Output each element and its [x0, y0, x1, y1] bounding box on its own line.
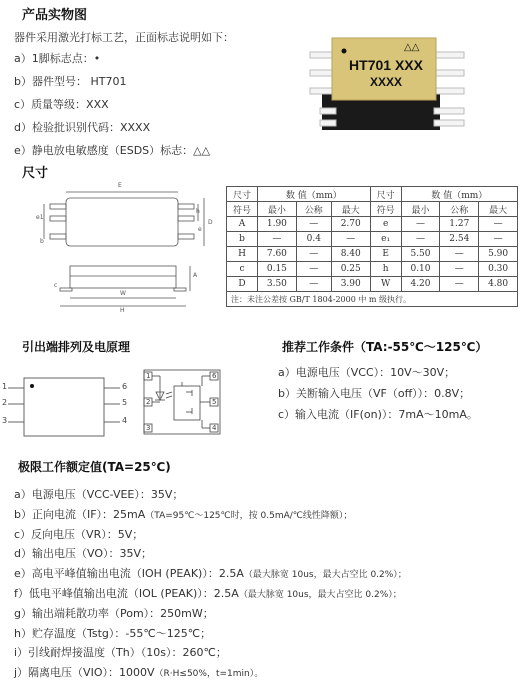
rating-item-f: f）低电平峰值输出电流（IOL (PEAK)）：2.5A（最大脉宽 10us，最大占空比 0.2%）；: [14, 586, 402, 600]
rating-item-b: b）正向电流（IF）：25mA（TA=95℃～125℃时，按 0.5mA/℃线性降额）；: [14, 507, 353, 521]
mechanical-drawing: [36, 182, 224, 316]
dimension-title: 尺寸: [22, 166, 49, 181]
header-max-2: 最大: [479, 202, 518, 217]
dim-label-W: W: [120, 290, 126, 297]
table-header-row: [227, 187, 518, 202]
marking-item-a: a）1脚标志点：•: [14, 52, 101, 65]
operating-conditions-list: [278, 364, 478, 427]
table-note-row: [227, 292, 518, 307]
pin-label-3: 3: [2, 416, 8, 425]
table-row: c 0.15 — 0.25 h 0.10 — 0.30: [227, 262, 518, 277]
dim-label-H: H: [120, 307, 125, 314]
pin-label-1: 1: [2, 382, 8, 391]
dim-label-D: D: [208, 219, 213, 226]
dim-label-c: c: [54, 282, 58, 289]
header-value-2: 数 值（mm）: [401, 187, 517, 202]
pinout-outline: [0, 372, 130, 440]
rating-item-h: h）贮存温度（Tstg）：-55℃～125℃；: [14, 626, 212, 640]
table-subheader-row: [227, 202, 518, 217]
header-symbol-sub-2: 符号: [370, 202, 401, 217]
operating-condition-item: a）电源电压（VCC）：10V～30V；: [278, 366, 456, 379]
dim-label-A: A: [193, 272, 198, 279]
rating-item-i: i）引线耐焊接温度（Th）（10s）：260℃；: [14, 646, 227, 660]
dimension-table: [226, 186, 518, 307]
chip-marking-line1: HT701 XXX: [349, 57, 423, 73]
table-row: b — 0.4 — e₁ — 2.54 —: [227, 232, 518, 247]
absolute-ratings-title: 极限工作额定值(TA=25℃): [18, 460, 171, 474]
header-symbol: 尺寸: [227, 187, 258, 202]
product-photo-title: 产品实物图: [22, 8, 88, 23]
schematic-diagram: [142, 368, 222, 436]
operating-condition-item: c）输入电流（IF(on)）：7mA～10mA。: [278, 408, 478, 421]
marking-item-b: b）器件型号： HT701: [14, 75, 127, 88]
header-symbol-2: 尺寸: [370, 187, 401, 202]
dim-label-e: e: [198, 226, 202, 233]
table-note: 注：未注公差按 GB/T 1804-2000 中 m 级执行。: [227, 292, 518, 307]
marking-item-e: e）静电放电敏感度（ESDS）标志：△△: [14, 144, 211, 157]
operating-condition-item: b）关断输入电压（VF（off））：0.8V；: [278, 387, 471, 400]
rating-item-j: j）隔离电压（VIO）：1000V（R·H≤50%，t=1min）。: [14, 666, 264, 680]
rating-item-d: d）输出电压（VO）：35V；: [14, 547, 152, 561]
operating-conditions-title: 推荐工作条件（TA:-55℃～125℃）: [282, 340, 488, 354]
pinout-title: 引出端排列及电原理: [22, 340, 131, 354]
table-row: A 1.90 — 2.70 e — 1.27 —: [227, 217, 518, 232]
sch-pin-1: 1: [146, 372, 151, 380]
header-nom: 公称: [296, 202, 331, 217]
schematic-circuit: [142, 368, 222, 436]
sch-pin-2: 2: [146, 398, 151, 406]
dim-label-b: b: [40, 238, 44, 245]
rating-item-e: e）高电平峰值输出电流（IOH (PEAK)）：2.5A（最大脉宽 10us，最大占空比 0.2%）；: [14, 567, 407, 581]
header-min: 最小: [258, 202, 297, 217]
pin-label-4: 4: [122, 416, 128, 425]
chip-esd-mark: △△: [404, 42, 420, 53]
absolute-ratings-list: [14, 486, 407, 684]
rating-item-c: c）反向电压（VR）：5V；: [14, 527, 144, 541]
dim-label-h: h: [196, 208, 200, 215]
outline-drawing: [36, 186, 224, 316]
header-max: 最大: [331, 202, 370, 217]
marking-list: [14, 50, 210, 165]
pin-label-5: 5: [122, 398, 128, 407]
header-value: 数 值（mm）: [258, 187, 371, 202]
rating-item-a: a）电源电压（VCC-VEE）：35V；: [14, 488, 184, 501]
chip-photo: [300, 30, 470, 140]
pin-label-6: 6: [122, 382, 128, 391]
sch-pin-5: 5: [212, 398, 217, 406]
header-min-2: 最小: [401, 202, 440, 217]
marking-intro: 器件采用激光打标工艺，正面标志说明如下：: [14, 31, 234, 44]
marking-item-c: c）质量等级：XXX: [14, 98, 109, 111]
table-row: D 3.50 — 3.90 W 4.20 — 4.80: [227, 277, 518, 292]
dim-label-E: E: [118, 182, 122, 189]
chip-marking-line2: XXXX: [369, 75, 402, 89]
sch-pin-3: 3: [146, 424, 151, 432]
sch-pin-4: 4: [212, 424, 217, 432]
sch-pin-6: 6: [212, 372, 217, 380]
rating-item-g: g）输出端耗散功率（Pom）：250mW；: [14, 606, 214, 620]
pin-label-2: 2: [2, 398, 8, 407]
marking-item-d: d）检验批识别代码：XXXX: [14, 121, 151, 134]
header-symbol-sub: 符号: [227, 202, 258, 217]
header-nom-2: 公称: [440, 202, 479, 217]
table-row: H 7.60 — 8.40 E 5.50 — 5.90: [227, 247, 518, 262]
pinout-diagram: [0, 372, 130, 440]
dim-label-e1: e1: [36, 214, 44, 221]
